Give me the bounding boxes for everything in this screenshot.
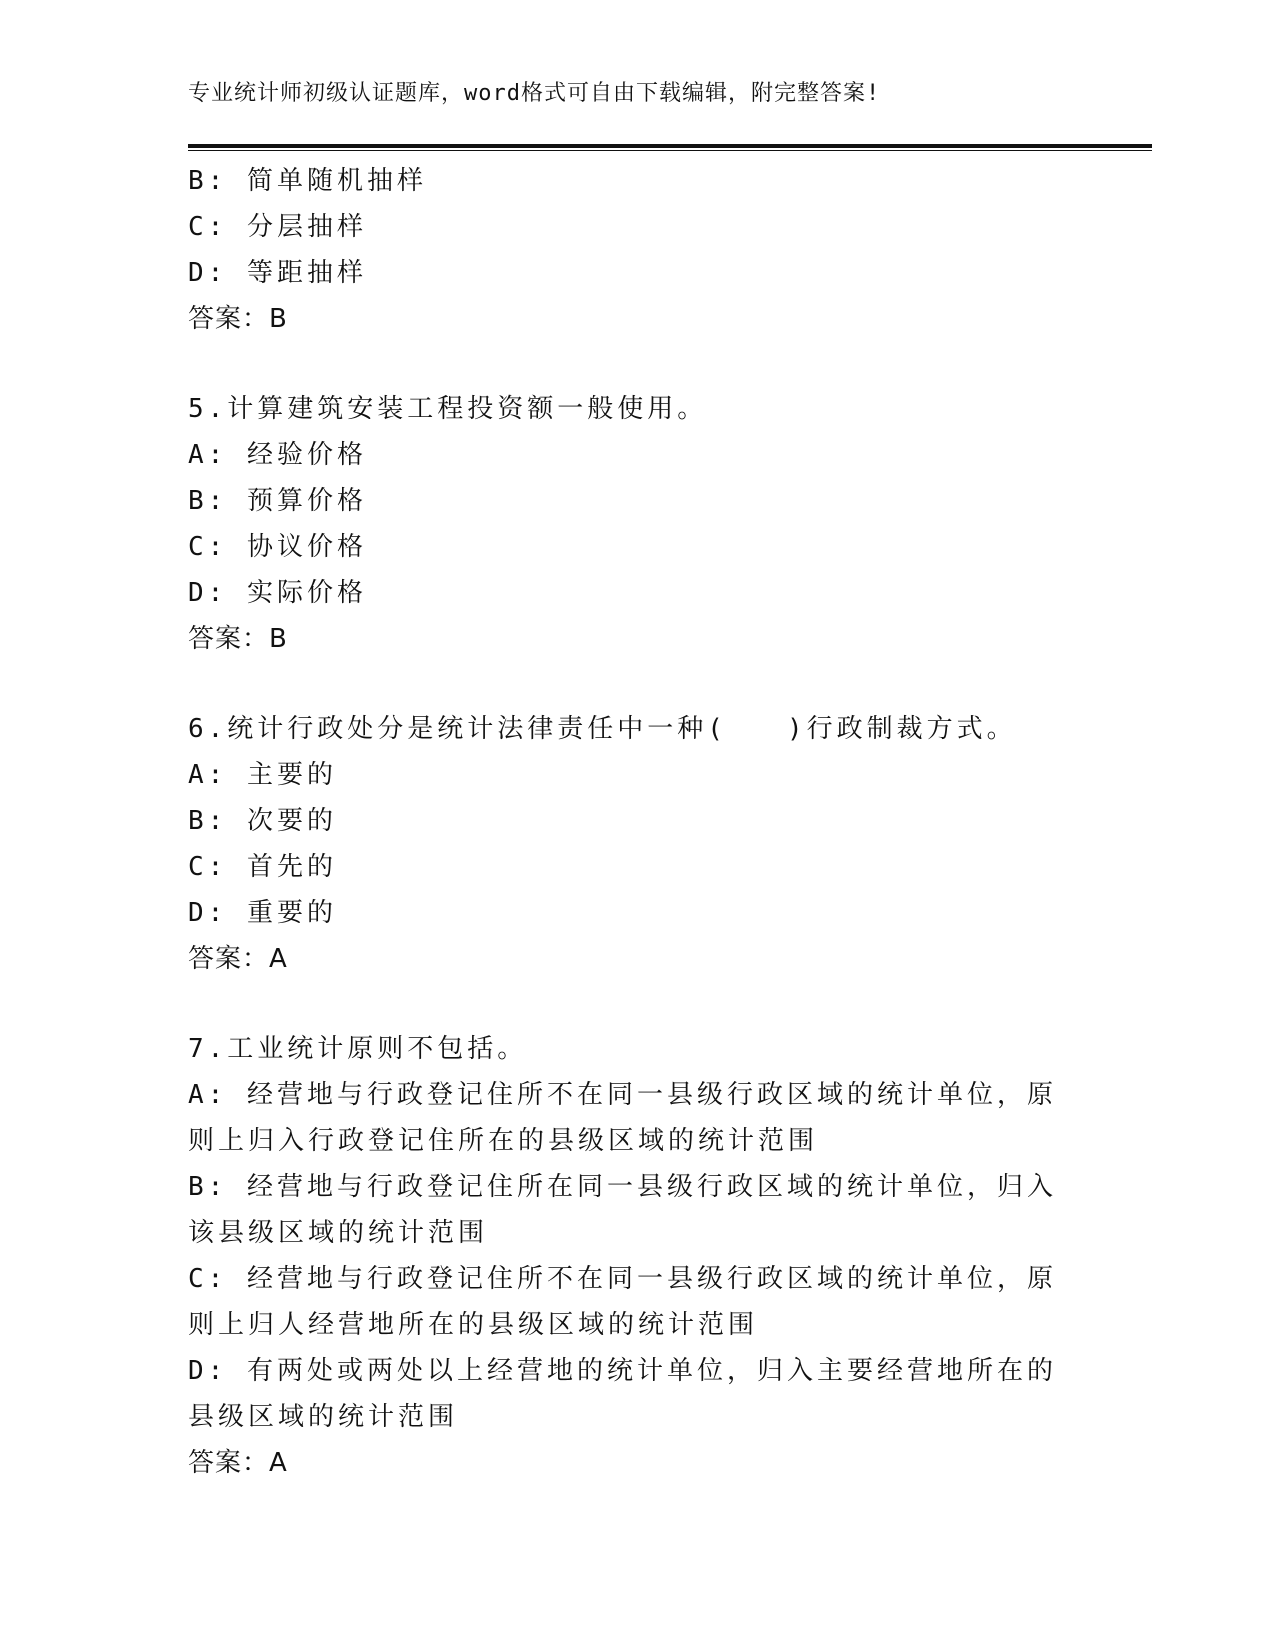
q4-option-d: D: 等距抽样 [188,258,367,288]
q7-option-b: B: 经营地与行政登记住所在同一县级行政区域的统计单位，归入该县级区域的统计范围 [188,1172,1057,1248]
page-header: 专业统计师初级认证题库，word格式可自由下载编辑，附完整答案! [188,81,881,106]
q4-answer: 答案：B [188,304,288,334]
q7-answer: 答案：A [188,1448,288,1478]
spacer [188,982,1088,1026]
question-4-remainder [188,158,1088,342]
q6-answer: 答案：A [188,944,288,974]
q5-option-b: B: 预算价格 [188,486,367,516]
q6-option-a: A: 主要的 [188,760,337,790]
question-content [188,158,1088,1486]
q6-option-d: D: 重要的 [188,898,337,928]
q5-option-d: D: 实际价格 [188,578,367,608]
q7-option-c: C: 经营地与行政登记住所不在同一县级行政区域的统计单位，原则上归人经营地所在的县级区域的统计范围 [188,1264,1057,1340]
spacer [188,342,1088,386]
q7-question: 7.工业统计原则不包括。 [188,1034,528,1064]
q5-answer: 答案：B [188,624,288,654]
q6-option-b: B: 次要的 [188,806,337,836]
q6-question: 6.统计行政处分是统计法律责任中一种( )行政制裁方式。 [188,714,1017,744]
spacer [188,662,1088,706]
header-divider-thin [188,150,1152,151]
question-6 [188,706,1088,982]
q7-option-a: A: 经营地与行政登记住所不在同一县级行政区域的统计单位，原则上归入行政登记住所在的县级区域的统计范围 [188,1080,1057,1156]
question-7 [188,1026,1088,1486]
q5-question: 5.计算建筑安装工程投资额一般使用。 [188,394,708,424]
q4-option-c: C: 分层抽样 [188,212,367,242]
question-5 [188,386,1088,662]
header-divider-thick [188,144,1152,148]
q6-option-c: C: 首先的 [188,852,337,882]
q5-option-a: A: 经验价格 [188,440,367,470]
q7-option-d: D: 有两处或两处以上经营地的统计单位，归入主要经营地所在的县级区域的统计范围 [188,1356,1057,1432]
q4-option-b: B: 简单随机抽样 [188,166,427,196]
q5-option-c: C: 协议价格 [188,532,367,562]
